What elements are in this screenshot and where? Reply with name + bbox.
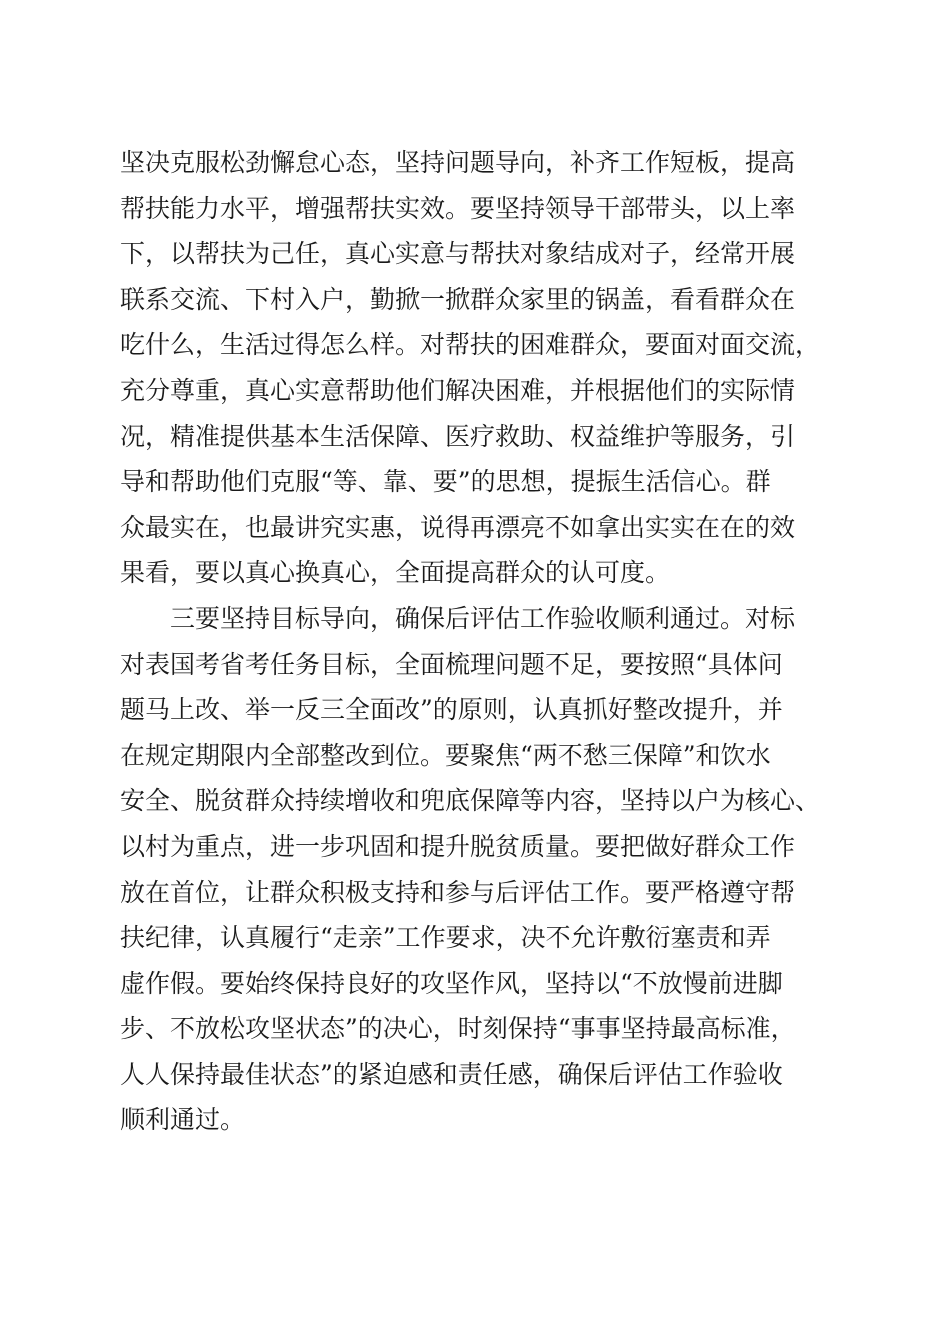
text-line: 人人保持最佳状态”的紧迫感和责任感，确保后评估工作验收 [120,1059,783,1089]
text-line: 在规定期限内全部整改到位。要聚焦“两不愁三保障”和饮水 [120,740,771,770]
text-line: 联系交流、下村入户，勤掀一掀群众家里的锅盖，看看群众在 [120,284,796,314]
text-line: 果看，要以真心换真心，全面提高群众的认可度。 [120,558,671,588]
text-line: 题马上改、举一反三全面改”的原则，认真抓好整改提升，并 [120,695,783,725]
paragraph-1 [120,140,840,596]
text-line: 帮扶能力水平，增强帮扶实效。要坚持领导干部带头，以上率 [120,193,796,223]
paragraph-2 [120,596,840,1143]
text-line: 虚作假。要始终保持良好的攻坚作风，坚持以“不放慢前进脚 [120,968,783,998]
text-line: 放在首位，让群众积极支持和参与后评估工作。要严格遵守帮 [120,877,796,907]
text-line: 导和帮助他们克服“等、靠、要”的思想，提振生活信心。群 [120,467,771,497]
text-line: 三要坚持目标导向，确保后评估工作验收顺利通过。对标 [170,603,796,633]
text-line: 步、不放松攻坚状态”的决心，时刻保持“事事坚持最高标准， [120,1014,796,1044]
text-line: 下，以帮扶为己任，真心实意与帮扶对象结成对子，经常开展 [120,239,796,269]
text-line: 况，精准提供基本生活保障、医疗救助、权益维护等服务，引 [120,421,796,451]
text-line: 以村为重点，进一步巩固和提升脱贫质量。要把做好群众工作 [120,831,796,861]
text-line: 顺利通过。 [120,1105,246,1135]
text-line: 坚决克服松劲懈怠心态，坚持问题导向，补齐工作短板，提高 [120,148,796,177]
text-line: 吃什么，生活过得怎么样。对帮扶的困难群众，要面对面交流， [120,330,821,360]
text-line: 安全、脱贫群众持续增收和兜底保障等内容，坚持以户为核心、 [120,786,821,816]
text-line: 充分尊重，真心实意帮助他们解决困难，并根据他们的实际情 [120,375,796,405]
text-line: 对表国考省考任务目标，全面梳理问题不足，要按照“具体问 [120,649,783,679]
text-line: 众最实在，也最讲究实惠，说得再漂亮不如拿出实实在在的效 [120,512,796,542]
body-text [120,140,840,1143]
text-line: 扶纪律，认真履行“走亲”工作要求，决不允许敷衍塞责和弄 [120,923,771,953]
